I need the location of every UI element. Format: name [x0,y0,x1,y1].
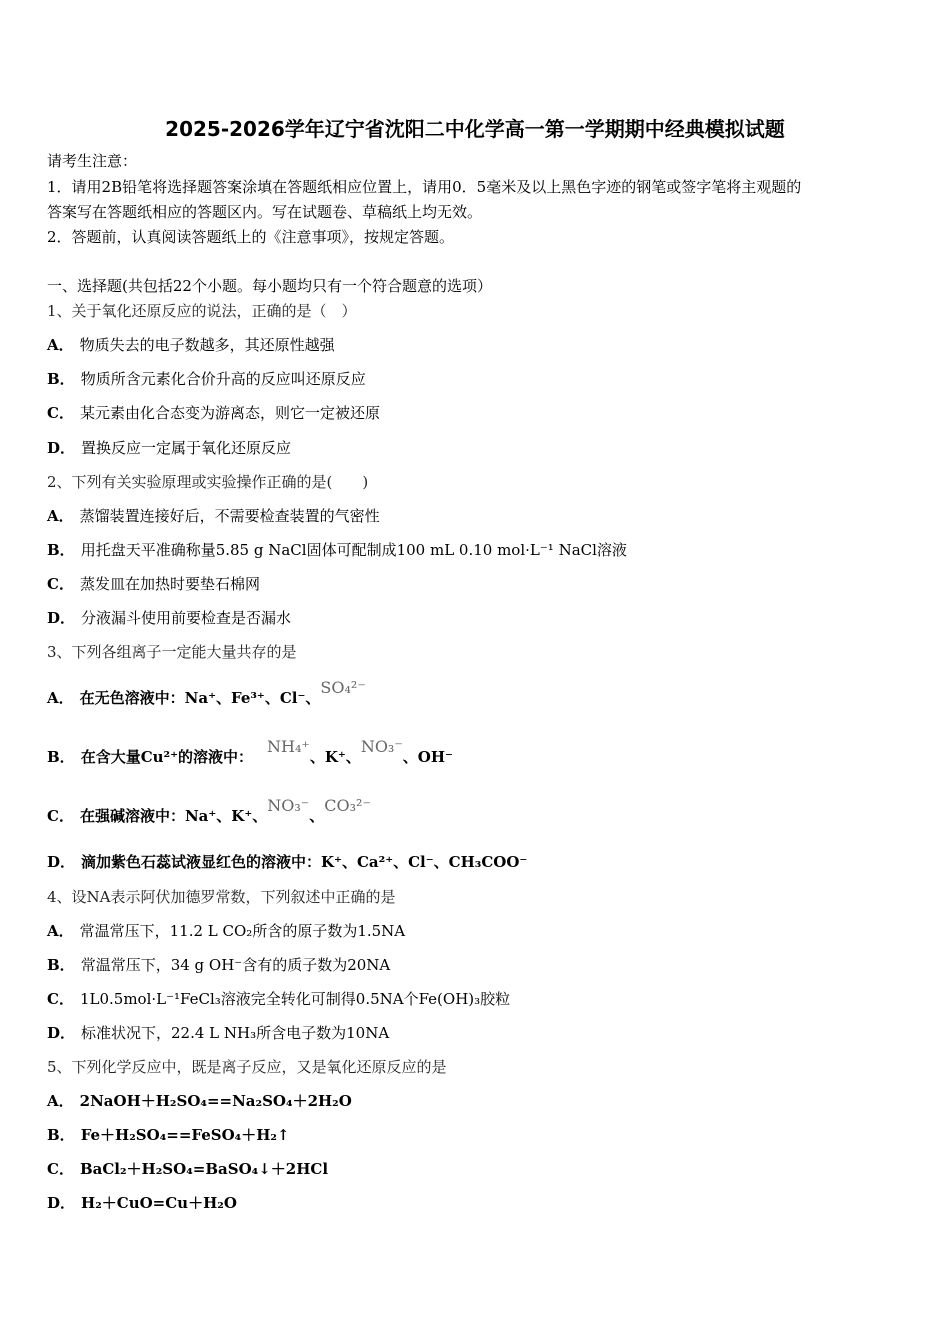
option-label: B． [47,748,75,766]
option-text: 滴加紫色石蕊试液显红色的溶液中：K⁺、Ca²⁺、Cl⁻、CH₃COO⁻ [81,853,528,871]
option-text: 在无色溶液中：Na⁺、Fe³⁺、Cl⁻、 [79,689,321,707]
option-text: 、 [309,807,325,825]
option [47,1023,389,1043]
option-text: H₂＋CuO=Cu＋H₂O [81,1194,237,1212]
option-text: 1L0.5mol·L⁻¹FeCl₃溶液完全转化可制得0.5NA个Fe(OH)₃胶粒 [79,990,511,1008]
ion-formula: NO₃⁻ [360,737,403,756]
option [47,369,366,389]
option [47,574,260,594]
option [47,608,291,628]
option-text: 用托盘天平准确称量5.85 g NaCl固体可配制成100 mL 0.10 mol·L⁻¹ NaCl溶液 [80,541,627,559]
option-text: 标准状况下，22.4 L NH₃所含电子数为10NA [81,1024,390,1042]
option [47,1125,290,1145]
notice-line: 1．请用2B铅笔将选择题答案涂填在答题纸相应位置上，请用0．5毫米及以上黑色字迹的钢笔或签字笔将主观题的 [47,178,802,196]
option-label: B． [47,370,75,388]
option-label: C． [47,990,74,1008]
option-text: 分液漏斗使用前要检查是否漏水 [81,609,292,627]
question-stem: 2、下列有关实验原理或实验操作正确的是( ) [47,473,369,491]
option [47,852,527,872]
option [47,955,390,975]
option-label: B． [47,541,75,559]
option [47,796,371,826]
option-label: B． [47,956,75,974]
ion-formula: NO₃⁻ [267,796,310,815]
option-label: D． [47,439,76,457]
option-label: A． [47,689,74,707]
option-text: 常温常压下，11.2 L CO₂所含的原子数为1.5NA [79,922,406,940]
page-title: 2025-2026学年辽宁省沈阳二中化学高一第一学期期中经典模拟试题 [165,117,785,141]
notice-heading: 请考生注意： [47,152,138,170]
option-text: 某元素由化合态变为游离态，则它一定被还原 [79,404,380,422]
option [47,678,366,708]
section-heading: 一、选择题(共包括22个小题。每小题均只有一个符合题意的选项） [47,277,492,295]
option [47,438,291,458]
option-text: 物质所含元素化合价升高的反应叫还原反应 [80,370,366,388]
option-label: D． [47,1194,76,1212]
option [47,1193,237,1213]
option-label: C． [47,807,74,825]
option-label: C． [47,1160,74,1178]
option-label: A． [47,507,74,525]
option [47,1091,352,1111]
option [47,335,335,355]
option-text: 在强碱溶液中：Na⁺、K⁺、 [79,807,268,825]
option-text: 、OH⁻ [402,748,453,766]
ion-formula: SO₄²⁻ [320,678,366,697]
notice-line: 答案写在答题纸相应的答题区内。写在试题卷、草稿纸上均无效。 [47,203,483,221]
option-text: Fe＋H₂SO₄==FeSO₄＋H₂↑ [80,1126,290,1144]
option-label: C． [47,575,74,593]
ion-formula: CO₃²⁻ [324,796,371,815]
question-stem: 1、关于氧化还原反应的说法，正确的是（ ） [47,302,357,320]
notice-line: 2．答题前，认真阅读答题纸上的《注意事项》，按规定答题。 [47,228,455,246]
option-text: 置换反应一定属于氧化还原反应 [81,439,292,457]
question-stem: 3、下列各组离子一定能大量共存的是 [47,643,297,661]
ion-formula: NH₄⁺ [267,737,310,756]
option-label: C． [47,404,74,422]
option [47,403,380,423]
option-label: A． [47,336,74,354]
option-label: A． [47,1092,74,1110]
option-text: 常温常压下，34 g OH⁻含有的质子数为20NA [80,956,391,974]
option [47,921,405,941]
option-label: A． [47,922,74,940]
option-label: D． [47,609,76,627]
option [47,737,453,767]
option-label: D． [47,1024,76,1042]
option-text: BaCl₂＋H₂SO₄=BaSO₄↓＋2HCl [79,1160,329,1178]
question-stem: 4、设NA表示阿伏加德罗常数，下列叙述中正确的是 [47,888,396,906]
option [47,540,627,560]
option-text: 2NaOH＋H₂SO₄==Na₂SO₄＋2H₂O [79,1092,352,1110]
option-label: D． [47,853,76,871]
option [47,506,380,526]
option [47,1159,328,1179]
option-text: 、K⁺、 [309,748,361,766]
option-text: 物质失去的电子数越多，其还原性越强 [79,336,335,354]
option-text: 蒸馏装置连接好后，不需要检查装置的气密性 [79,507,380,525]
question-stem: 5、下列化学反应中，既是离子反应，又是氧化还原反应的是 [47,1058,447,1076]
option-text: 在含大量Cu²⁺的溶液中： [80,748,254,766]
option-text: 蒸发皿在加热时要垫石棉网 [79,575,260,593]
option-label: B． [47,1126,75,1144]
option [47,989,510,1009]
